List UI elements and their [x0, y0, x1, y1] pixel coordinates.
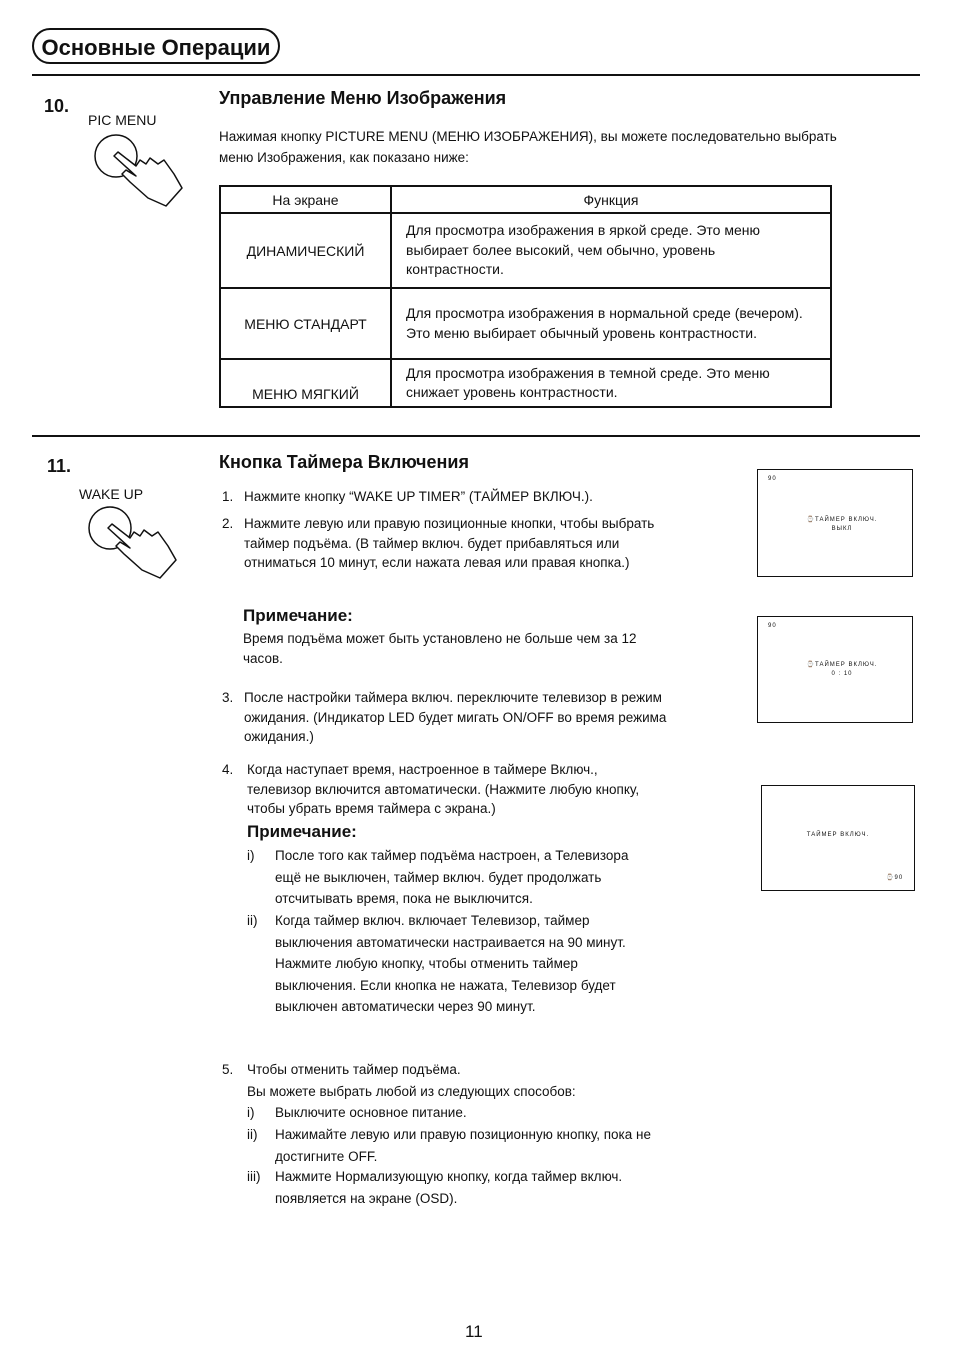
step-text: Чтобы отменить таймер подъёма.: [247, 1062, 461, 1077]
note-item-number: i): [247, 848, 255, 863]
screen-line1: [792, 661, 892, 668]
section-title: Основные Операции: [32, 28, 280, 64]
option-text: Выключите основное питание.: [275, 1105, 467, 1120]
step-5-intro: Вы можете выбрать любой из следующих способов:: [247, 1084, 576, 1099]
table-header-row: [220, 186, 831, 213]
table-row: [220, 359, 831, 407]
pic-menu-button-label: PIC MENU: [88, 112, 157, 128]
table-row: [220, 288, 831, 359]
table-cell-screen: МЕНЮ МЯГКИЙ: [220, 359, 391, 407]
section-11-title: Кнопка Таймера Включения: [219, 452, 469, 472]
divider: [32, 435, 920, 437]
table-header-function: Функция: [391, 186, 831, 213]
timer-icon: ⌚: [806, 662, 816, 668]
step-number: 1.: [222, 489, 234, 504]
section-10-title: Управление Меню Изображения: [219, 88, 507, 108]
screen-corner-value: 90: [768, 623, 777, 629]
divider: [32, 74, 920, 76]
section-number-11: 11.: [47, 456, 72, 476]
note-item-number: ii): [247, 913, 258, 928]
step-text: Нажмите левую или правую позиционные кнопки, чтобы выбрать таймер подъёма. (В таймер включ. будет прибавляться или отниматься 10 минут, если нажата левая или правая кнопка.): [244, 516, 655, 570]
page-number: 11: [465, 1322, 483, 1341]
note-text: Время подъёма может быть установлено не больше чем за 12 часов.: [243, 631, 637, 666]
screen-corner-value: 90: [768, 476, 777, 482]
step-number: 2.: [222, 516, 234, 531]
option-number: iii): [247, 1169, 261, 1184]
osd-screen-on: [761, 785, 915, 891]
wake-up-button-label: WAKE UP: [79, 486, 144, 502]
table-cell-screen: ДИНАМИЧЕСКИЙ: [220, 213, 391, 288]
option-text: Нажмите Нормализующую кнопку, когда таймер включ. появляется на экране (OSD).: [275, 1169, 623, 1206]
hand-press-icon: [86, 504, 186, 584]
sleep-icon: ⌚: [886, 875, 895, 881]
step-number: 5.: [222, 1062, 234, 1077]
screen-bottom-value: 90: [894, 875, 904, 881]
picture-menu-table: [219, 185, 832, 408]
table-cell-function: Для просмотра изображения в нормальной среде (вечером). Это меню выбирает обычный уровень контрастности.: [391, 288, 831, 359]
screen-bottom: [886, 874, 903, 881]
screen-line2: ВЫКЛ: [831, 526, 853, 532]
screen-line2: 0 : 10: [831, 671, 853, 677]
step-text: После настройки таймера включ. переключите телевизор в режим ожидания. (Индикатор LED будет мигать ON/OFF во время режима ожидания.): [244, 690, 667, 744]
step-number: 3.: [222, 690, 234, 705]
note-item-text: После того как таймер подъёма настроен, а Телевизора ещё не выключен, таймер включ. будет продолжать отсчитывать время, пока не выключится.: [275, 848, 629, 906]
option-number: i): [247, 1105, 255, 1120]
section-number-10: 10.: [44, 96, 70, 116]
osd-screen-off: [757, 469, 913, 577]
table-header-screen: На экране: [220, 186, 391, 213]
note-item-text: Когда таймер включ. включает Телевизор, таймер выключения автоматически настраивается на 90 минут. Нажмите любую кнопку, чтобы отменить таймер выключения. Если кнопка не нажата, Телевизор будет выключен автоматически через 90 минут.: [275, 913, 626, 1014]
table-row: [220, 213, 831, 288]
osd-screen-10min: [757, 616, 913, 723]
section-10-intro-line1: Нажимая кнопку PICTURE MENU (МЕНЮ ИЗОБРАЖЕНИЯ), вы можете последовательно выбрать: [219, 129, 837, 144]
step-text: Когда наступает время, настроенное в таймере Включ., телевизор включится автоматически. (Нажмите любую кнопку, чтобы убрать время таймера с экрана.): [247, 762, 640, 816]
hand-press-icon: [92, 130, 192, 212]
table-cell-screen: МЕНЮ СТАНДАРТ: [220, 288, 391, 359]
step-number: 4.: [222, 762, 234, 777]
table-cell-function: Для просмотра изображения в яркой среде. Это меню выбирает более высокий, чем обычно, уровень контрастности.: [391, 213, 831, 288]
table-cell-function: Для просмотра изображения в темной среде. Это меню снижает уровень контрастности.: [391, 359, 831, 407]
option-number: ii): [247, 1127, 258, 1142]
note-heading: Примечание:: [247, 822, 357, 841]
section-10-intro-line2: меню Изображения, как показано ниже:: [219, 150, 469, 165]
screen-line1-text: ТАЙМЕР ВКЛЮЧ.: [815, 517, 878, 523]
step-text: Нажмите кнопку “WAKE UP TIMER” (ТАЙМЕР ВКЛЮЧ.).: [244, 489, 593, 504]
screen-line1: [792, 516, 892, 523]
screen-line1-text: ТАЙМЕР ВКЛЮЧ.: [815, 662, 878, 668]
screen-line1: ТАЙМЕР ВКЛЮЧ.: [806, 832, 870, 838]
option-text: Нажимайте левую или правую позиционную кнопку, пока не достигните OFF.: [275, 1127, 651, 1164]
timer-icon: ⌚: [806, 517, 816, 523]
note-heading: Примечание:: [243, 606, 353, 625]
